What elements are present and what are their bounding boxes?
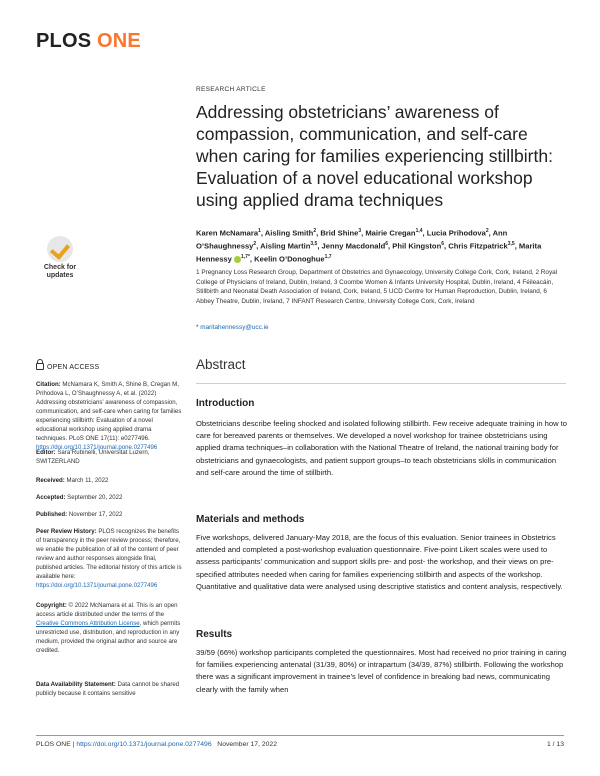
copyright-text-2: , which permits unrestricted use, distribution, and reproduction in any medium, provided the original author and source are credited. <box>36 620 181 654</box>
published-date: November 17, 2022 <box>68 511 123 518</box>
citation-label: Citation: <box>36 381 61 388</box>
results-heading: Results <box>196 629 233 640</box>
editor-block <box>36 448 184 466</box>
check-for-updates-icon <box>47 236 73 262</box>
methods-heading: Materials and methods <box>196 514 305 525</box>
author-sup: 3,5 <box>507 241 515 248</box>
peer-review-link[interactable]: https://doi.org/10.1371/journal.pone.0277496 <box>36 582 158 589</box>
corresponding-author <box>196 324 269 331</box>
author-sup: 3 <box>358 228 362 234</box>
results-text: 39/59 (66%) workshop participants completed the questionnaires. Most had received no prior training in caring for families experiencing antenatal (31/39, 80%) or intrapartum (34/39, 87%) stillbirth. Following the workshop there was a significant improvement in trainee’s level of confidence in breaking bad news, communicating clearly with the family when <box>196 648 567 694</box>
corresponding-marker: * <box>196 324 199 331</box>
license-link[interactable]: Creative Commons Attribution License <box>36 620 140 627</box>
footer-date: November 17, 2022 <box>217 741 277 748</box>
accepted-block <box>36 493 184 502</box>
author-list: Karen McNamara$^1$, Aisling Smith$^2$, Brid Shine$^3$, Mairie Cregan$^{1,4}$, Lucia Prihodova$^2$, Ann O’Shaughnessy$^2$, Aisling Martin$^{3,5}$, Jenny Macdonald$^6$, Phil Kingston$^6$, Chris Fitzpatrick$^{3,5}$, Marita Hennessy $^{1,7*}$, Keelin O’Donoghue$^{1,7}$ <box>196 228 542 264</box>
corresponding-email-link[interactable]: maritahennessy@ucc.ie <box>200 324 269 331</box>
author[interactable]: Aisling Smith <box>264 228 314 238</box>
peer-review-label: Peer Review History: <box>36 528 97 535</box>
article-type-label: RESEARCH ARTICLE <box>196 86 266 93</box>
check-for-updates-line1: Check for <box>43 264 77 271</box>
author[interactable]: Chris Fitzpatrick <box>448 241 508 251</box>
author[interactable]: Mairie Cregan <box>365 228 416 238</box>
orcid-icon[interactable] <box>234 256 241 263</box>
journal-logo-one: ONE <box>97 30 141 52</box>
methods-text: Five workshops, delivered January-May 2018, are the focus of this evaluation. Senior trainees in Obstetrics attended and completed a post-workshop evaluation questionnaire. Five-point Likert scales were used to assess participants’ communication and support skills pre- and post- the workshop, and their views on pre-specified attributes needed when caring for families experiencing stillbirth and aspects of the workshop. Quantitative and qualitative data were analysed using descriptive statistics and content analysis, respectively. <box>196 533 563 591</box>
open-access-text: OPEN ACCESS <box>47 364 100 371</box>
citation-block <box>36 380 184 452</box>
author[interactable]: Keelin O’Donoghue <box>254 254 325 264</box>
author-sup: 2 <box>485 228 489 234</box>
page-number: 1 / 13 <box>546 741 564 748</box>
author[interactable]: Aisling Martin <box>260 241 311 251</box>
copyright-label: Copyright: <box>36 602 67 609</box>
data-availability-label: Data Availability Statement: <box>36 681 116 688</box>
peer-review-block <box>36 527 184 590</box>
introduction-text: Obstetricians describe feeling shocked and isolated following stillbirth. Few receive adequate training in how to care for bereaved parents or themselves. We developed a novel workshop for trainee obstetricians using applied drama techniques–in collaboration with the National Theatre of Ireland, the national training body for obstetricians and gynaecologists, and patient support groups–to teach obstetricians skills in communication and self-care around the time of stillbirth. <box>196 419 568 477</box>
copyright-text: © 2022 McNamara et al. This is an open access article distributed under the terms of the <box>36 602 178 618</box>
citation-doi-link[interactable]: https://doi.org/10.1371/journal.pone.0277496 <box>36 444 158 451</box>
received-block <box>36 476 184 485</box>
author[interactable]: Karen McNamara <box>196 228 259 238</box>
abstract-divider <box>196 383 566 384</box>
author-sup: 6 <box>385 241 389 248</box>
citation-text: McNamara K, Smith A, Shine B, Cregan M, Prihodova L, O’Shaughnessy A, et al. (2022) Addressing obstetricians’ awareness of compassion, communication, and self-care when caring for families experiencing stillbirth: Evaluation of a novel educational workshop using applied drama techniques. PLoS ONE 17(11): e0277496. <box>36 381 182 442</box>
author[interactable]: Phil Kingston <box>392 241 442 251</box>
footer-journal: PLOS ONE <box>36 741 71 748</box>
author[interactable]: Jenny Macdonald <box>321 241 386 251</box>
accepted-label: Accepted: <box>36 494 66 501</box>
author[interactable]: Lucia Prihodova <box>426 228 486 238</box>
page-footer <box>36 741 564 748</box>
author[interactable]: Brid Shine <box>320 228 359 238</box>
author-sup: 1,7* <box>241 254 250 261</box>
copyright-block <box>36 601 184 655</box>
open-lock-icon <box>36 363 44 370</box>
author-sup: 6 <box>441 241 444 248</box>
journal-logo-plos: PLOS <box>36 30 92 52</box>
peer-review-text: PLOS recognizes the benefits of transparency in the peer review process; therefore, we enable the publication of all of the content of peer review and author responses alongside final, published articles. The editorial history of this article is available here: <box>36 528 182 580</box>
author[interactable]: Ann O’Shaughnessy <box>196 228 508 251</box>
editor-label: Editor: <box>36 449 56 456</box>
footer-doi-link[interactable]: https://doi.org/10.1371/journal.pone.0277496 <box>76 741 212 748</box>
affiliations: 1 Pregnancy Loss Research Group, Department of Obstetrics and Gynaecology, University College Cork, Cork, Ireland, 2 Royal College of Physicians of Ireland, Dublin, Ireland, 3 Coombe Women & Infants University Hospital, Dublin, Ireland, 4 Féileacáin, Stillbirth and Neonatal Death Association of Ireland, Cork, Ireland, 5 UCD Centre for Human Reproduction, Dublin, Ireland, 6 Abbey Theatre, Dublin, Ireland, 7 INFANT Research Centre, University College Cork, Cork, Ireland <box>196 269 558 305</box>
footer-separator: | <box>72 741 75 748</box>
check-for-updates-line2: updates <box>46 272 74 279</box>
data-availability-block <box>36 680 184 698</box>
journal-logo <box>36 30 141 53</box>
data-availability-text: Data cannot be shared publicly because it contains sensitive <box>36 681 180 697</box>
author-sup: 2 <box>253 241 257 248</box>
author-sup: 2 <box>313 228 317 234</box>
footer-divider <box>36 735 564 736</box>
open-access-label <box>36 362 99 371</box>
abstract-heading: Abstract <box>196 357 246 372</box>
author-sup: 1 <box>258 228 261 234</box>
published-label: Published: <box>36 511 68 518</box>
author[interactable]: Marita Hennessy <box>196 241 542 264</box>
article-title: Addressing obstetricians’ awareness of compassion, communication, and self-care when caring for families experiencing stillbirth: Evaluation of a novel educational workshop using applied drama techniques <box>196 102 553 210</box>
author-sup: 1,4 <box>415 228 423 234</box>
author-sup: 3,5 <box>310 241 318 248</box>
received-label: Received: <box>36 477 65 484</box>
published-block <box>36 510 184 519</box>
accepted-date: September 20, 2022 <box>67 494 123 501</box>
introduction-heading: Introduction <box>196 398 255 409</box>
editor-text: Sara Rubinelli, Universitat Luzern, SWITZERLAND <box>36 449 150 465</box>
check-for-updates-badge[interactable] <box>34 236 86 292</box>
received-date: March 11, 2022 <box>66 477 109 484</box>
author-sup: 1,7 <box>324 254 332 261</box>
